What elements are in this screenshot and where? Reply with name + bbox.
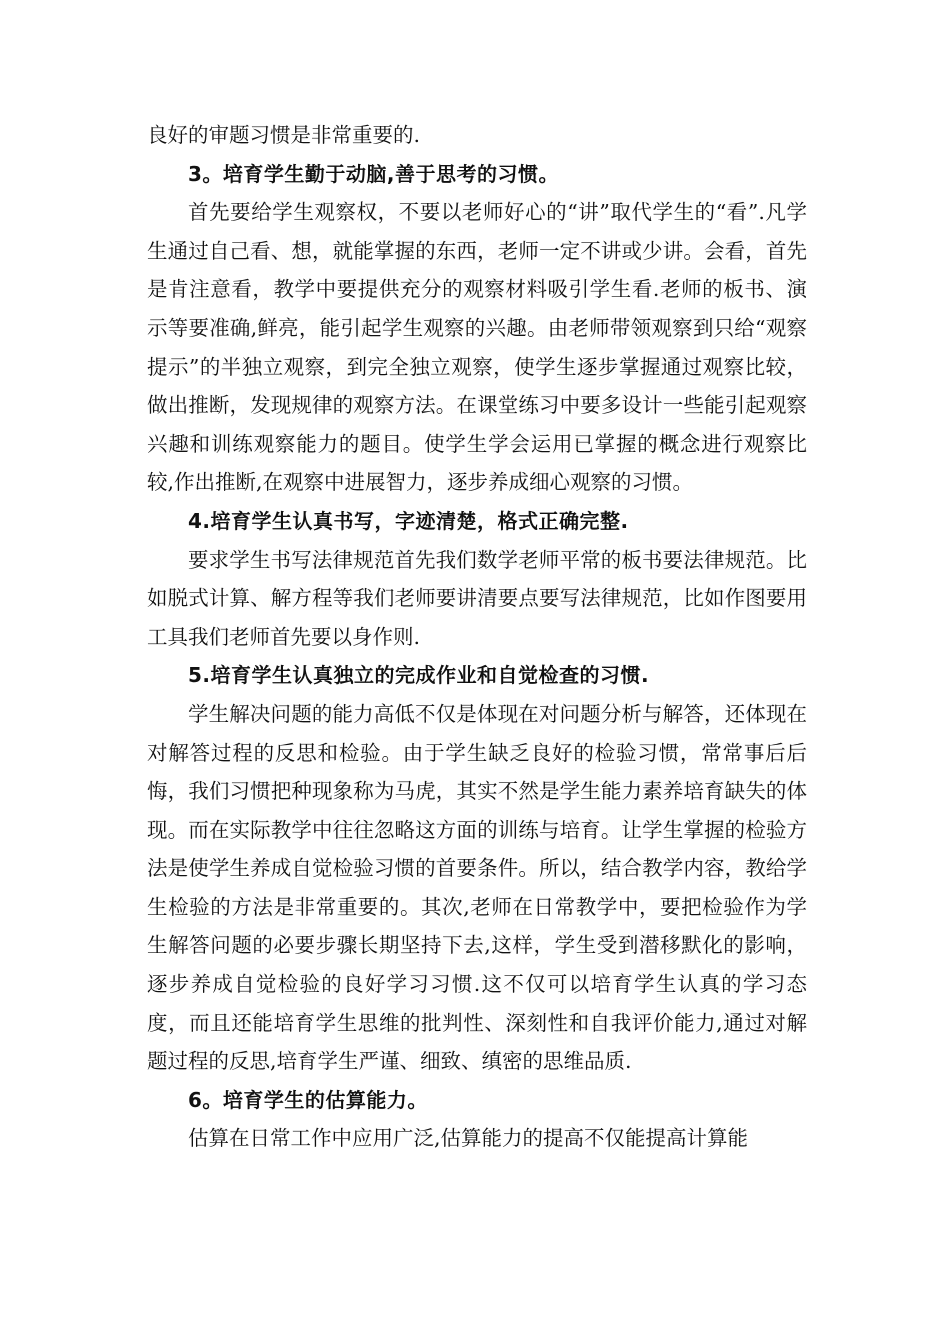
document-body	[147, 116, 807, 1158]
paragraph-text: 要求学生书写法律规范首先我们数学老师平常的板书要法律规范。比如脱式计算、解方程等我们老师要讲清要点要写法律规范，比如作图要用工具我们老师首先要以身作则.	[147, 547, 807, 649]
paragraph-text: 学生解决问题的能力高低不仅是体现在对问题分析与解答，还体现在对解答过程的反思和检验。由于学生缺乏良好的检验习惯，常常事后后悔，我们习惯把种现象称为马虎，其实不然是学生能力素养培育缺失的体现。而在实际教学中往往忽略这方面的训练与培育。让学生掌握的检验方法是使学生养成自觉检验习惯的首要条件。所以，结合教学内容，教给学生检验的方法是非常重要的。其次,老师在日常教学中，要把检验作为学生解答问题的必要步骤长期坚持下去,这样，学生受到潜移默化的影响，逐步养成自觉检验的良好学习习惯.这不仅可以培育学生认真的学习态度，而且还能培育学生思维的批判性、深刻性和自我评价能力,通过对解题过程的反思,培育学生严谨、细致、缜密的思维品质.	[147, 701, 807, 1074]
paragraph-text: 估算在日常工作中应用广泛,估算能力的提高不仅能提高计算能	[188, 1126, 749, 1151]
section-heading-6: 6。培育学生的估算能力。	[188, 1087, 428, 1112]
paragraph-text: 良好的审题习惯是非常重要的.	[147, 123, 421, 147]
paragraph-text: 首先要给学生观察权，不要以老师好心的“讲”取代学生的“看”.凡学生通过自己看、想，就能掌握的东西，老师一定不讲或少讲。会看，首先是肯注意看，教学中要提供充分的观察材料吸引学生看.老师的板书、演示等要准确,鲜亮，能引起学生观察的兴趣。由老师带领观察到只给“观察提示”的半独立观察，到完全独立观察，使学生逐步掌握通过观察比较，做出推断，发现规律的观察方法。在课堂练习中要多设计一些能引起观察兴趣和训练观察能力的题目。使学生学会运用已掌握的概念进行观察比较,作出推断,在观察中进展智力，逐步养成细心观察的习惯。	[147, 200, 807, 495]
section-heading-3: 3。培育学生勤于动脑,善于思考的习惯。	[188, 161, 560, 186]
section-heading-5: 5.培育学生认真独立的完成作业和自觉检查的习惯.	[188, 663, 650, 688]
section-heading-4: 4.培育学生认真书写，字迹清楚，格式正确完整.	[188, 508, 629, 533]
